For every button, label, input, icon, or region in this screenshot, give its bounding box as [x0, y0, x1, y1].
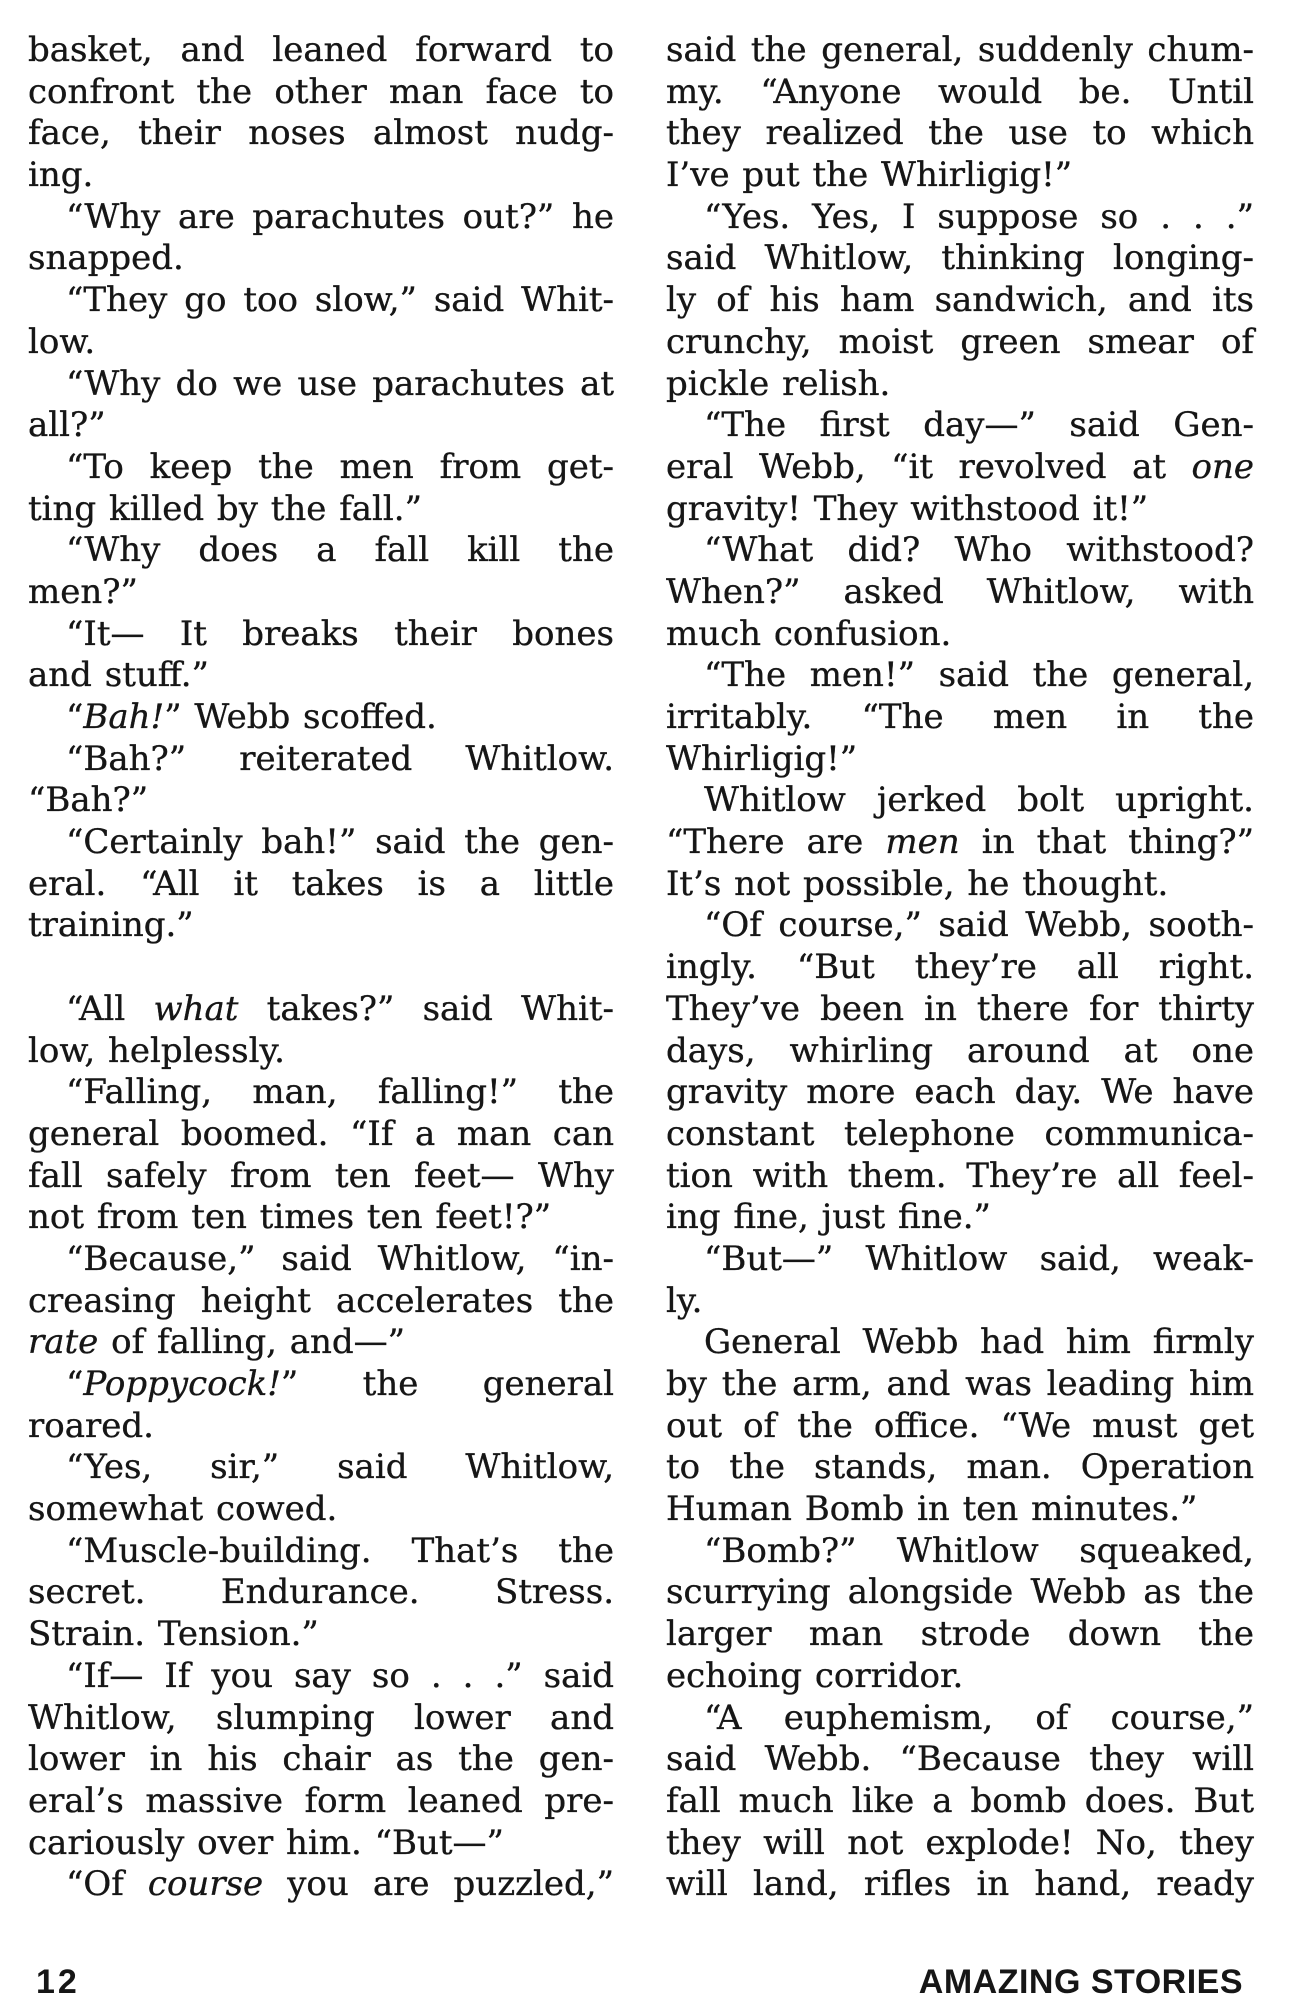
paragraph: [28, 1656, 614, 1864]
text-line: fall safely from ten feet— Why: [28, 1155, 614, 1196]
text-line: ing fine, just fine.”: [666, 1197, 991, 1238]
paragraph: [28, 1864, 614, 1906]
text-line: my. “Anyone would be. Until: [666, 71, 1254, 112]
paragraph: [28, 697, 614, 739]
text-line: said Webb. “Because they will: [666, 1739, 1254, 1780]
text-line: “Why do we use parachutes at: [66, 363, 614, 404]
text-line: much confusion.: [666, 613, 952, 654]
italic-text: Bah!: [83, 697, 165, 737]
paragraph: [28, 1239, 614, 1364]
text-line: “To keep the men from get-: [66, 446, 614, 487]
italic-text: what: [153, 988, 239, 1029]
text-line: they will not explode! No, they: [666, 1822, 1254, 1863]
paragraph: [28, 822, 614, 947]
text-line: will land, rifles in hand, ready: [666, 1864, 1254, 1905]
text-line: confront the other man face to: [28, 71, 614, 112]
text-line: “Falling, man, falling!” the: [66, 1072, 614, 1113]
text-line: eral. “All it takes is a little: [28, 863, 614, 904]
paragraph: [28, 197, 614, 280]
text-line: general boomed. “If a man can: [28, 1113, 614, 1154]
text-line: to the stands, man. Operation: [666, 1447, 1254, 1488]
text-line: snapped.: [28, 238, 184, 279]
text-line: low.: [28, 321, 96, 362]
text-line: pickle relish.: [666, 363, 891, 404]
text-line: They’ve been in there for thirty: [666, 988, 1254, 1029]
text-line: gravity! They withstood it!”: [666, 488, 1149, 529]
text-line: by the arm, and was leading him: [666, 1364, 1254, 1404]
text-line: irritably. “The men in the: [666, 697, 1254, 737]
text-line: constant telephone communica-: [666, 1113, 1254, 1154]
text-line: roared.: [28, 1405, 154, 1446]
magazine-title: AMAZING STORIES: [918, 1962, 1243, 2001]
text-line: “Why are parachutes out?” he: [66, 196, 614, 237]
italic-text: one: [1191, 446, 1254, 487]
paragraph: [28, 447, 614, 530]
text-line: It’s not possible, he thought.: [666, 863, 1169, 904]
text-line: Whitlow, slumping lower and: [28, 1697, 614, 1738]
text-line: Human Bomb in ten minutes.”: [666, 1489, 1198, 1530]
text-line: [666, 822, 1254, 864]
text-line: said the general, suddenly chum-: [666, 30, 1254, 70]
paragraph: [666, 197, 1254, 405]
italic-text: men: [885, 822, 960, 863]
text-line: cariously over him. “But—”: [28, 1822, 504, 1863]
text-run: takes?” said Whit-: [238, 988, 615, 1029]
text-line: basket, and leaned forward to: [28, 30, 614, 70]
paragraph: [666, 530, 1254, 655]
paragraph: [666, 655, 1254, 780]
text-line: “Bah?” reiterated Whitlow.: [66, 738, 614, 779]
text-column-left: [28, 30, 614, 1906]
text-run: “There are: [666, 822, 886, 863]
text-line: [28, 1864, 614, 1906]
paragraph: [666, 1531, 1254, 1698]
text-line: crunchy, moist green smear of: [666, 321, 1254, 362]
text-line: eral’s massive form leaned pre-: [28, 1780, 614, 1821]
text-line: “Why does a fall kill the: [66, 530, 614, 571]
text-line: larger man strode down the: [666, 1614, 1254, 1655]
text-line: secret. Endurance. Stress.: [28, 1572, 614, 1613]
text-line: “Certainly bah!” said the gen-: [66, 822, 614, 863]
text-line: said Whitlow, thinking longing-: [666, 238, 1254, 279]
text-line: “Yes, sir,” said Whitlow,: [66, 1447, 614, 1488]
italic-text: Poppycock!: [83, 1364, 281, 1404]
text-line: training.”: [28, 905, 194, 946]
text-line: “They go too slow,” said Whit-: [66, 280, 614, 321]
text-line: [28, 697, 614, 739]
text-line: scurrying alongside Webb as the: [666, 1572, 1254, 1613]
text-line: “The first day—” said Gen-: [704, 405, 1254, 446]
text-line: Whirligig!”: [666, 738, 858, 779]
text-line: out of the office. “We must get: [666, 1405, 1254, 1446]
text-line: ly.: [666, 1280, 703, 1321]
text-run: of falling, and—”: [98, 1322, 406, 1363]
text-line: lower in his chair as the gen-: [28, 1739, 614, 1780]
text-line: Whitlow jerked bolt upright.: [704, 780, 1254, 821]
text-run: ” the general: [280, 1364, 614, 1404]
text-line: somewhat cowed.: [28, 1489, 338, 1530]
text-line: “The men!” said the general,: [704, 655, 1254, 696]
text-line: and stuff.”: [28, 655, 209, 696]
paragraph: [666, 905, 1254, 1239]
text-line: When?” asked Whitlow, with: [666, 571, 1254, 612]
text-line: not from ten times ten feet!?”: [28, 1197, 552, 1238]
text-line: creasing height accelerates the: [28, 1280, 614, 1321]
text-run: eral Webb, “it revolved at: [666, 446, 1192, 487]
text-run: you are puzzled,”: [263, 1864, 614, 1905]
paragraph: [28, 364, 614, 447]
text-line: “It— It breaks their bones: [66, 613, 614, 654]
paragraph: [28, 739, 614, 822]
text-column-right: [666, 30, 1254, 1906]
text-line: [28, 989, 614, 1031]
text-line: [28, 1322, 614, 1364]
text-line: ing.: [28, 155, 94, 196]
text-line: General Webb had him firmly: [704, 1322, 1254, 1363]
text-line: “What did? Who withstood?: [704, 530, 1254, 571]
text-line: gravity more each day. We have: [666, 1072, 1254, 1113]
section-break: [28, 947, 614, 989]
italic-text: rate: [28, 1322, 99, 1363]
text-line: [28, 1364, 614, 1406]
text-line: “A euphemism, of course,”: [704, 1697, 1254, 1738]
text-line: men?”: [28, 571, 138, 612]
paragraph: [28, 280, 614, 363]
paragraph: [666, 780, 1254, 905]
text-run: “: [66, 697, 84, 737]
text-line: face, their noses almost nudg-: [28, 113, 614, 154]
text-run: “: [66, 1364, 84, 1404]
text-run: ” Webb scoffed.: [164, 697, 437, 737]
paragraph: [666, 1698, 1254, 1906]
text-line: fall much like a bomb does. But: [666, 1780, 1254, 1821]
text-run: in that thing?”: [959, 822, 1254, 863]
paragraph: [28, 30, 614, 197]
text-line: “But—” Whitlow said, weak-: [704, 1238, 1254, 1279]
text-line: all?”: [28, 405, 106, 446]
text-line: “Of course,” said Webb, sooth-: [704, 905, 1254, 946]
text-line: “Yes. Yes, I suppose so . . .”: [704, 196, 1254, 237]
text-line: ingly. “But they’re all right.: [666, 947, 1254, 988]
paragraph: [28, 1364, 614, 1447]
page-footer: [36, 1962, 1243, 2002]
text-line: “Bah?”: [28, 780, 149, 821]
text-line: they realized the use to which: [666, 113, 1254, 154]
text-line: echoing corridor.: [666, 1655, 964, 1696]
text-line: “If— If you say so . . .” said: [66, 1655, 614, 1696]
paragraph: [28, 1531, 614, 1656]
paragraph: [28, 614, 614, 697]
paragraph: [666, 1322, 1254, 1530]
text-line: “Because,” said Whitlow, “in-: [66, 1238, 614, 1279]
paragraph: [28, 1072, 614, 1239]
text-line: I’ve put the Whirligig!”: [666, 155, 1073, 196]
paragraph: [666, 405, 1254, 530]
text-line: Strain. Tension.”: [28, 1614, 319, 1655]
paragraph: [666, 1239, 1254, 1322]
text-line: [666, 447, 1254, 489]
text-run: “Of: [66, 1864, 148, 1905]
text-line: ly of his ham sandwich, and its: [666, 280, 1254, 321]
text-line: days, whirling around at one: [666, 1030, 1254, 1071]
text-run: “All: [66, 988, 154, 1029]
text-line: low, helplessly.: [28, 1030, 285, 1071]
text-line: ting killed by the fall.”: [28, 488, 422, 529]
text-line: “Bomb?” Whitlow squeaked,: [704, 1530, 1254, 1571]
text-line: “Muscle-building. That’s the: [66, 1530, 614, 1571]
paragraph: [28, 989, 614, 1072]
paragraph: [28, 1447, 614, 1530]
paragraph: [666, 30, 1254, 197]
italic-text: course: [147, 1864, 264, 1905]
text-line: tion with them. They’re all feel-: [666, 1155, 1254, 1196]
paragraph: [28, 530, 614, 613]
page-number: 12: [36, 1962, 80, 2001]
